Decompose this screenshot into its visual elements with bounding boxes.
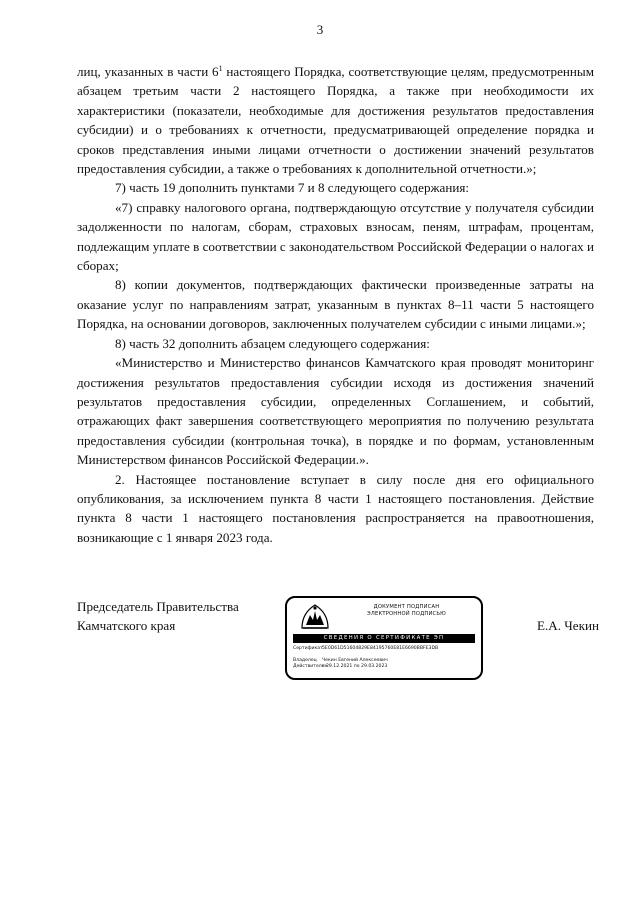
coat-of-arms-icon [299, 601, 331, 631]
paragraph-1-pre: лиц, указанных в части 6 [77, 64, 219, 79]
stamp-certificate-bar: СВЕДЕНИЯ О СЕРТИФИКАТЕ ЭП [293, 634, 475, 643]
page-number: 3 [316, 22, 324, 37]
signatory-position-line2: Камчатского края [77, 618, 176, 633]
paragraph-4: 8) копии документов, подтверждающих фактически произведенные затраты на оказание услуг по направлениям затрат, указанным в пунктах 8–11 части 5 настоящего Порядка, на основании договоров, заключенных получателем субсидии с иными лицами.»; [77, 277, 594, 332]
validity-label: Действителен [293, 664, 328, 669]
paragraph-1-post: настоящего Порядка, соответствующие целям, предусмотренным абзацем третьим части 2 настоящего Порядка, а также при необходимости их характеристики (показатели, необходимые для достижения результатов предоставления субсидии) и о требованиях к отчетности, предусматривающей определение порядка и сроков представления иными лицами отчетности о достижении значений результатов предоставления субсидии, а также о требованиях к дополнительной отчетности.»; [77, 64, 595, 177]
owner-label: Владелец [293, 658, 317, 663]
paragraph-3: «7) справку налогового органа, подтверждающую отсутствие у получателя субсидии задолженности по налогам, сборам, страховых взносам, пеням, штрафам, процентам, подлежащим уплате в соответствии с законодательством Российской Федерации о налогах и сборах; [77, 199, 594, 274]
electronic-signature-stamp [285, 596, 483, 680]
superscript: 1 [218, 64, 223, 73]
certificate-value: 5E0D61D51604829E84195760E81E6690BBFE3DB [322, 646, 439, 651]
document-body [77, 62, 594, 547]
paragraph-1 [77, 62, 594, 178]
owner-value: Чекин Евгений Алексеевич [322, 658, 388, 663]
paragraph-2: 7) часть 19 дополнить пунктами 7 и 8 следующего содержания: [115, 180, 470, 196]
paragraph-7: 2. Настоящее постановление вступает в силу после дня его официального опубликования, за исключением пункта 8 части 1 настоящего постановления. Действие пункта 8 части 1 настоящего постановления распространяется на правоотношения, возникающие с 1 января 2023 года. [77, 471, 594, 545]
stamp-header-line2: ЭЛЕКТРОННОЙ ПОДПИСЬЮ [367, 610, 446, 617]
certificate-label: Сертификат [293, 646, 323, 651]
signatory-position [77, 597, 239, 635]
paragraph-6: «Министерство и Министерство финансов Камчатского края проводят мониторинг достижения результатов предоставления субсидии исходя из достижения значений результатов предоставления субсидии, определенных Соглашением, и событий, отражающих факт завершения соответствующего мероприятия по получению результата предоставления субсидии (контрольная точка), в порядке и по формам, установленным Министерством финансов Российской Федерации.». [77, 355, 594, 468]
signatory-name: Е.А. Чекин [537, 618, 599, 633]
stamp-header [335, 604, 478, 617]
signatory-position-line1: Председатель Правительства [77, 599, 239, 614]
validity-value: с 29.12.2021 по 29.03.2023 [322, 664, 388, 669]
paragraph-5: 8) часть 32 дополнить абзацем следующего содержания: [115, 335, 430, 351]
stamp-header-line1: ДОКУМЕНТ ПОДПИСАН [373, 604, 440, 610]
